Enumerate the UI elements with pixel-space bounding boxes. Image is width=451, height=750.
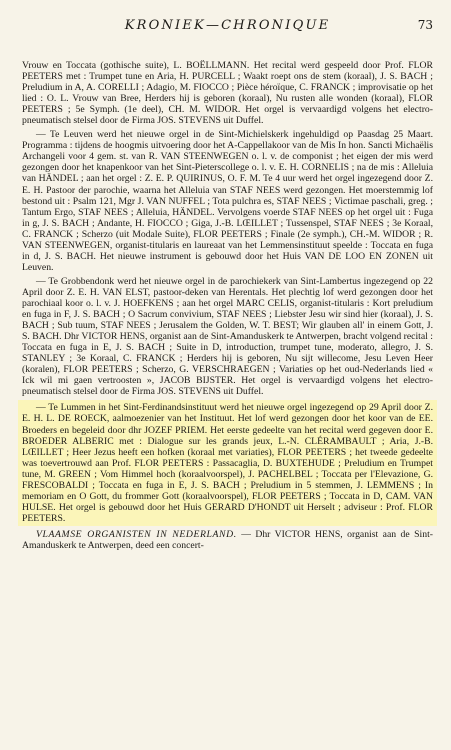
article-body: [22, 60, 433, 554]
document-page: [22, 0, 433, 750]
page-header: [22, 18, 433, 40]
section-vlaamse-organisten: [22, 529, 433, 551]
running-title: KRONIEK—CHRONIQUE: [124, 18, 331, 33]
section-text: — Dhr VICTOR HENS, organist aan de Sint-Amanduskerk te Antwerpen, deed een concert-: [22, 528, 433, 551]
page-number: 73: [417, 18, 433, 32]
paragraph-leuven-continued: Vrouw en Toccata (gothische suite), L. BOËLLMANN. Het recital werd gespeeld door Prof. FLOR PEETERS met : Trumpet tune en Aria, H. PURCELL ; Waakt roept ons de stem (koraal), J. S. BACH ; Preludium in A, A. CORELLI ; Adagio, M. FIOCCO ; Pièce héroïque, C. FRANCK ; improvisatie op het lied : O. L. Vrouw van Bree, Herders hij is geboren (koraal), Nu rusten alle wonden (koraal), FLOR PEETERS ; 5e Symph. (1e deel), CH. M. WIDOR. Het orgel is vervaardigd volgens het electro-pneumatisch stelsel door de Firma JOS. STEVENS uit Duffel.: [22, 60, 433, 127]
section-title: VLAAMSE ORGANISTEN IN NEDERLAND.: [36, 528, 237, 540]
paragraph-leuven: — Te Leuven werd het nieuwe orgel in de Sint-Michielskerk ingehuldigd op Paasdag 25 Maart. Programma : tijdens de hoogmis uitvoering door het A-Cappellakoor van de Mis In hon. Sancti Michaëlis Archangeli voor 4 gem. st. van R. VAN STEENWEGEN o. l. v. de componist ; het eigen der mis werd gezongen door het knapenkoor van het Sint-Pieterscollege o. l. v. E. H. CORNELIS ; na de mis : Alleluia van HÄNDEL ; aan het orgel : Z. E. P. QUIRINUS, O. F. M. Te 4 uur werd het orgel ingezegend door Z. E. H. Pastoor der parochie, waarna het Alleluia van STAF NEES werd gezongen. Het moerstemmig lof bestond uit : Psalm 121, Mgr J. VAN NUFFEL ; Tota pulchra es, STAF NEES ; Victimae paschali, greg. ; Tantum Ergo, STAF NEES ; Alleluia, HÄNDEL. Vervolgens voerde STAF NEES op het orgel uit : Fuga in g, J. S. BACH ; Andante, H. FIOCCO ; Giga, J.-B. LŒILLET ; Tussenspel, STAF NEES ; 3e Koraal, C. FRANCK ; Scherzo (uit Modale Suite), FLOR PEETERS ; Finale (2e symph.), CH.-M. WIDOR ; R. VAN STEENWEGEN, organist-titularis en laureaat van het Lemmensinstituut speelde : Toccata en fuga in d, J. S. BACH. Het nieuwe instrument is gebouwd door het Huis VAN DE LOO EN ZONEN uit Leuven.: [22, 129, 433, 273]
paragraph-lummen-highlighted: — Te Lummen in het Sint-Ferdinandsinstituut werd het nieuwe orgel ingezegend op 29 April door Z. E. H. L. DE ROECK, aalmoezenier van het Instituut. Het lof werd gezongen door het koor van de EE. Broeders en begeleid door dhr JOZEF PRIEM. Het eerste gedeelte van het recital werd gegeven door E. BROEDER ALBERIC met : Dialogue sur les grands jeux, L.-N. CLÉRAMBAULT ; Aria, J.-B. LŒILLET ; Heer Jezus heeft een hofken (koraal met variaties), FLOR PEETERS ; het tweede gedeelte was toevertrouwd aan Prof. FLOR PEETERS : Passacaglia, D. BUXTEHUDE ; Preludium en Trumpet tune, M. GREEN ; Vom Himmel hoch (koraalvoorspel), J. PACHELBEL ; Toccata per l'Elevazione, G. FRESCOBALDI ; Toccata en fuga in E, J. S. BACH ; Preludium in 5 stemmen, J. LEMMENS ; In memoriam en O Gott, du frommer Gott (koraalvoorspel), FLOR PEETERS ; Toccata in D, CAM. VAN HULSE. Het orgel is gebouwd door het Huis GERARD D'HONDT uit Herselt ; adviseur : Prof. FLOR PEETERS.: [18, 400, 437, 526]
paragraph-grobbendonk: — Te Grobbendonk werd het nieuwe orgel in de parochiekerk van Sint-Lambertus ingezegend op 22 April door Z. E. H. VAN ELST, pastoor-deken van Herentals. Het plechtig lof werd gezongen door het parochiaal koor o. l. v. J. HOEFKENS ; aan het orgel MARC CELIS, organist-titularis : Kort preludium en fuga in F, J. S. BACH ; O Sacrum convivium, STAF NEES ; Liebster Jesu wir sind hier (koraal), J. S. BACH ; Sub tuum, STAF NEES ; Jerusalem the Golden, W. T. BEST; Wir glauben all' in einem Gott, J. S. BACH. Dhr VICTOR HENS, organist aan de Sint-Amanduskerk te Antwerpen, bracht volgend recital : Toccata en fuga in E, J. S. BACH ; Suite in D, introduction, trumpet tune, moderato, allegro, J. S. STANLEY ; 3e Koraal, C. FRANCK ; Herders hij is geboren, Nu sijt willecome, Jesu Leven Heer (koralen), FLOR PEETERS ; Scherzo, G. VERSCHRAEGEN ; Variaties op het oud-Nederlands lied « Ick wil mi gaen vertroosten », JACOB BIJSTER. Het orgel is vervaardigd volgens het electro-pneumatisch stelsel door de Firma JOS. STEVENS uit Duffel.: [22, 275, 433, 398]
